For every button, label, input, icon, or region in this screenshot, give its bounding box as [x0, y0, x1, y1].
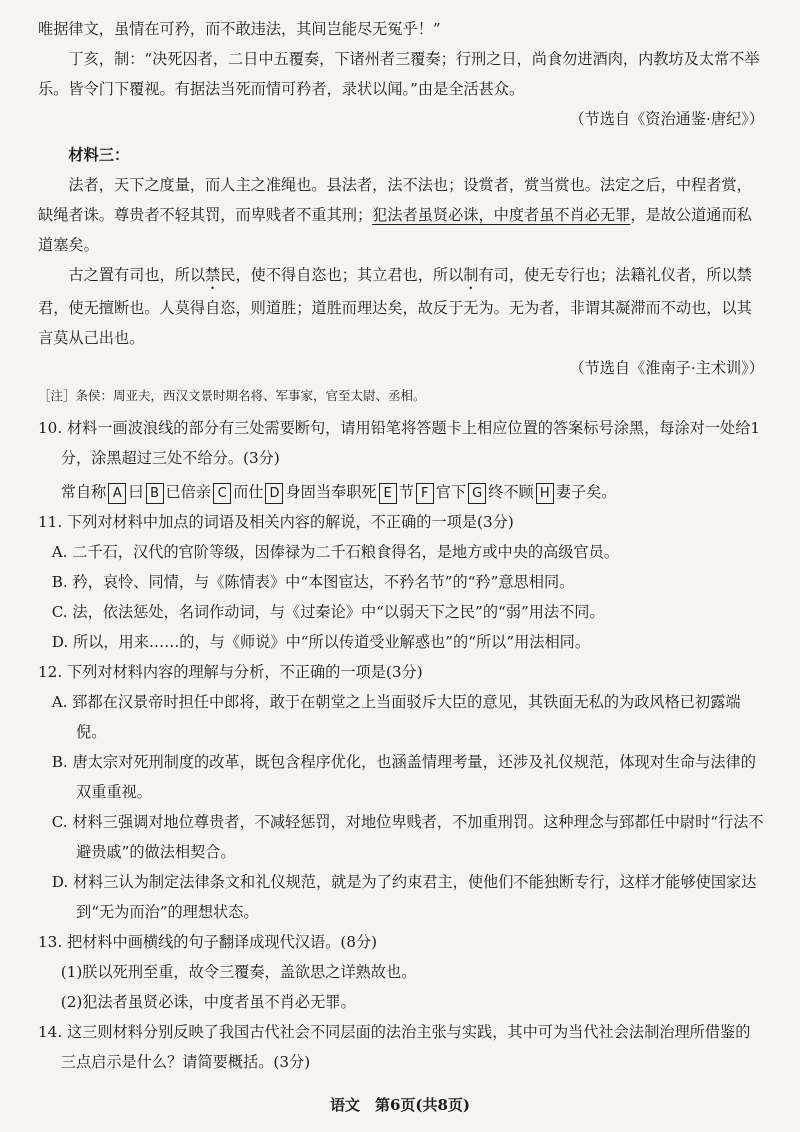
question-10-stem: 10. 材料一画波浪线的部分有三处需要断句，请用铅笔将答题卡上相应位置的答案标号涂黑，每涂对一处给1分，涂黑超过三处不给分。(3分): [38, 419, 761, 467]
material-3-text: 民，使不得自恣也；其立君也，所以: [220, 266, 464, 284]
segment: 身固当奉职死: [285, 483, 377, 501]
answer-box: C: [213, 483, 231, 504]
material-2-source: （节选自《资治通鉴·唐纪》）: [569, 110, 764, 128]
question-12-option-b: B. 唐太宗对死刑制度的改革，既包含程序优化，也涵盖情理考量，还涉及礼仪规范，体现对生命与法律的双重重视。: [51, 753, 756, 801]
answer-box: G: [468, 483, 486, 504]
answer-box: E: [379, 483, 397, 504]
annotation-note: ［注］条侯：周亚夫，西汉文景时期名将、军事家，官至太尉、丞相。: [38, 388, 426, 403]
question-11-option-b: B. 矜，哀怜、同情，与《陈情表》中“本图宦达，不矜名节”的“矜”意思相同。: [51, 573, 575, 591]
question-12-option-a: A. 郅都在汉景帝时担任中郎将，敢于在朝堂之上当面驳斥大臣的意见，其铁面无私的为政风格已初露端倪。: [51, 693, 741, 741]
dotted-word: 制: [463, 266, 479, 284]
underlined-sentence: 犯法者虽贤必诛，中度者虽不肖必无罪: [372, 206, 631, 224]
segment: 已倍亲: [165, 483, 212, 501]
question-14-stem: 14. 这三则材料分别反映了我国古代社会不同层面的法治主张与实践，其中可为当代社会法制治理所借鉴的三点启示是什么？请简要概括。(3分): [38, 1023, 751, 1071]
answer-box: B: [146, 483, 164, 504]
answer-box: A: [108, 483, 126, 504]
segment: 官下: [435, 483, 467, 501]
answer-box: H: [536, 483, 554, 504]
question-11-stem: 11. 下列对材料中加点的词语及相关内容的解说，不正确的一项是(3分): [38, 513, 514, 531]
question-11-option-d: D. 所以，用来……的，与《师说》中“所以传道受业解惑也”的“所以”用法相同。: [51, 633, 591, 651]
dotted-word: 禁: [205, 266, 221, 284]
material-3-paragraph-1: [38, 170, 764, 260]
exam-page: [38, 14, 764, 1077]
material-3-heading: 材料三：: [68, 146, 130, 164]
material-3-text: 法者，天下之度量，而人主之准绳也。县法者，法不法也；设赏者，赏当赏也。法定之后，中程者赏，缺绳者诛。尊贵者不轻其罚，而卑贱者不重其刑；: [38, 176, 752, 224]
material-3-text: 有司，使无专行也；法籍礼仪者，所以禁君，使无擅断也。人莫得自恣，则道胜；道胜而理达矣，故反于无为。无为者，非谓其凝滞而不动也，以其言莫从己出也。: [38, 266, 752, 347]
page-footer: 语文 第6页(共8页): [329, 1096, 471, 1114]
material-3-text: ，是故公道通而私道塞矣。: [38, 206, 752, 254]
material-3-source: （节选自《淮南子·主术训》）: [569, 359, 764, 377]
question-12-option-c: C. 材料三强调对地位尊贵者，不减轻惩罚，对地位卑贱者，不加重刑罚。这种理念与郅都任中尉时“行法不避贵戚”的做法相契合。: [51, 813, 764, 861]
question-10-sentence: [38, 477, 764, 507]
answer-box: F: [416, 483, 434, 504]
material-2-paragraph: 丁亥，制：“决死囚者，二日中五覆奏，下诸州者三覆奏；行刑之日，尚食勿进酒肉，内教坊及太常不举乐。皆令门下覆视。有据法当死而情可矜者，录状以闻。”由是全活甚众。: [38, 50, 760, 98]
segment: 终不顾: [488, 483, 534, 501]
segment: 曰: [128, 483, 144, 501]
answer-box: D: [265, 483, 283, 504]
question-13-item-2: (2)犯法者虽贤必诛，中度者虽不肖必无罪。: [60, 993, 356, 1011]
question-12-stem: 12. 下列对材料内容的理解与分析，不正确的一项是(3分): [38, 663, 423, 681]
question-11-option-a: A. 二千石，汉代的官阶等级，因俸禄为二千石粮食得名，是地方或中央的高级官员。: [51, 543, 620, 561]
segment: 常自称: [60, 483, 107, 501]
material-3-paragraph-2: [38, 260, 764, 353]
question-12-option-d: D. 材料三认为制定法律条文和礼仪规范，就是为了约束君主，使他们不能独断专行，这样才能够使国家达到“无为而治”的理想状态。: [51, 873, 757, 921]
segment: 而仕: [233, 483, 264, 501]
segment: 节: [398, 483, 414, 501]
question-11-option-c: C. 法，依法惩处，名词作动词，与《过秦论》中“以弱天下之民”的“弱”用法不同。: [51, 603, 605, 621]
material-2-line: 唯据律文，虽情在可矜，而不敢违法，其间岂能尽无冤乎！”: [38, 20, 441, 38]
material-3-text: 古之置有司也，所以: [68, 266, 206, 284]
question-13-stem: 13. 把材料中画横线的句子翻译成现代汉语。(8分): [38, 933, 378, 951]
question-13-item-1: (1)朕以死刑至重，故令三覆奏，盖欲思之详熟故也。: [60, 963, 417, 981]
segment: 妻子矣。: [555, 483, 617, 501]
